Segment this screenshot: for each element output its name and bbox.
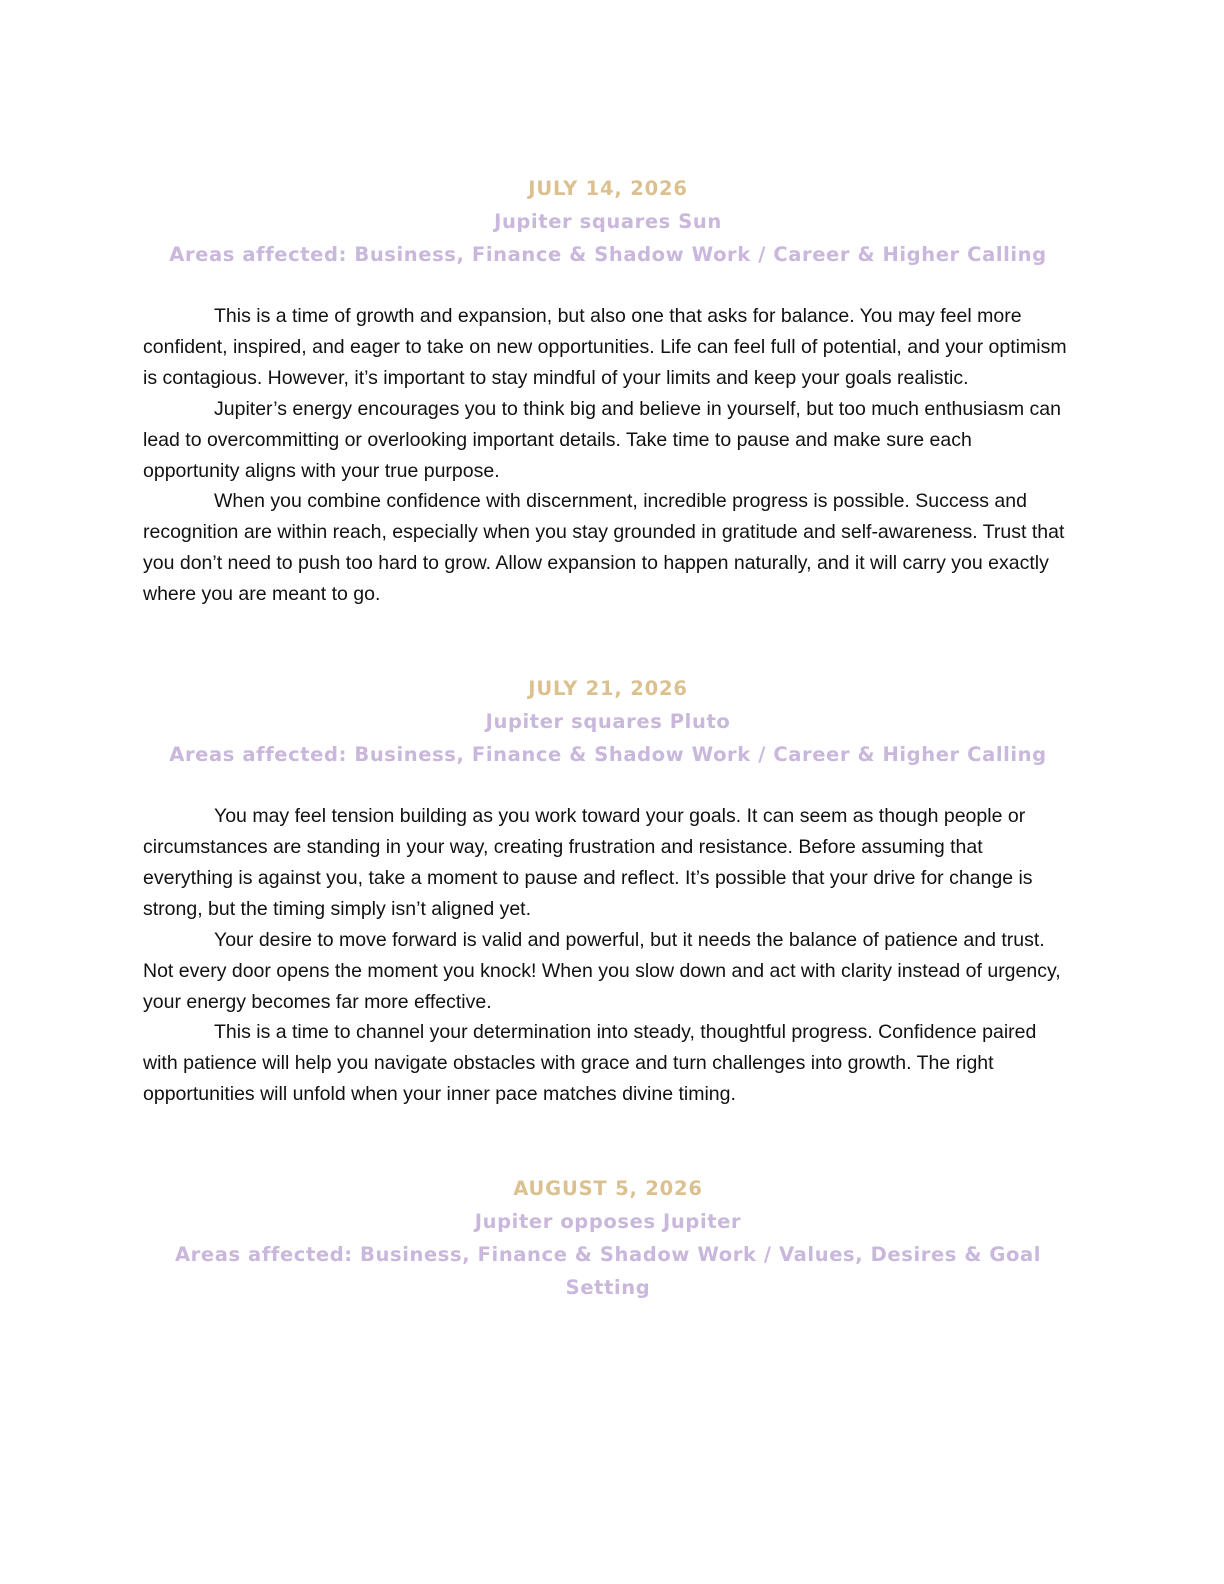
entry-aspect-title: Jupiter squares Pluto (485, 710, 731, 734)
entry-date: JULY 14, 2026 (528, 177, 688, 200)
body-paragraph: This is a time of growth and expansion, but also one that asks for balance. You may feel more confident, inspired, and eager to take on new opportunities. Life can feel full of potential, and your optimism is contagious. However, it’s important to stay mindful of your limits and keep your goals realistic. (143, 305, 1067, 389)
body-paragraph: Jupiter’s energy encourages you to think big and believe in yourself, but too much enthusiasm can lead to overcommitting or overlooking important details. Take time to pause and make sure each opportunity aligns with your true purpose. (143, 397, 1061, 482)
entry-header (137, 672, 1079, 771)
entry-date: AUGUST 5, 2026 (513, 1177, 703, 1201)
entry-header (137, 172, 1079, 271)
entry-areas-affected: Areas affected: Business, Finance & Shadow Work / Career & Higher Calling (169, 243, 1047, 266)
document-page (143, 172, 1073, 1304)
body-paragraph: This is a time to channel your determination into steady, thoughtful progress. Confidence paired with patience will help you navigate obstacles with grace and turn challenges into growth. The right opportunities will unfold when your inner pace matches divine timing. (143, 1021, 1037, 1106)
entry-body (143, 801, 1073, 1110)
entry-date: JULY 21, 2026 (528, 677, 688, 701)
entry-aspect-title: Jupiter opposes Jupiter (474, 1210, 742, 1234)
body-paragraph: When you combine confidence with discernment, incredible progress is possible. Success and recognition are within reach, especially when you stay grounded in gratitude and self-awareness. Trust that you don’t need to push too hard to grow. Allow expansion to happen naturally, and it will carry you exactly where you are meant to go. (143, 490, 1065, 606)
transit-entry-july-21 (143, 672, 1073, 1110)
entry-areas-affected: Areas affected: Business, Finance & Shadow Work / Career & Higher Calling (169, 743, 1047, 767)
transit-entry-august-5 (143, 1172, 1073, 1304)
entry-header (137, 1172, 1079, 1304)
transit-entry-july-14 (143, 172, 1073, 610)
entry-areas-affected: Areas affected: Business, Finance & Shadow Work / Values, Desires & Goal Setting (174, 1243, 1042, 1300)
entry-aspect-title: Jupiter squares Sun (494, 210, 722, 233)
body-paragraph: You may feel tension building as you work toward your goals. It can seem as though people or circumstances are standing in your way, creating frustration and resistance. Before assuming that everything is against you, take a moment to pause and reflect. It’s possible that your drive for change is strong, but the timing simply isn’t aligned yet. (143, 805, 1033, 920)
entry-body (143, 301, 1073, 610)
body-paragraph: Your desire to move forward is valid and powerful, but it needs the balance of patience and trust. Not every door opens the moment you knock! When you slow down and act with clarity instead of urgency, your energy becomes far more effective. (143, 928, 1061, 1013)
